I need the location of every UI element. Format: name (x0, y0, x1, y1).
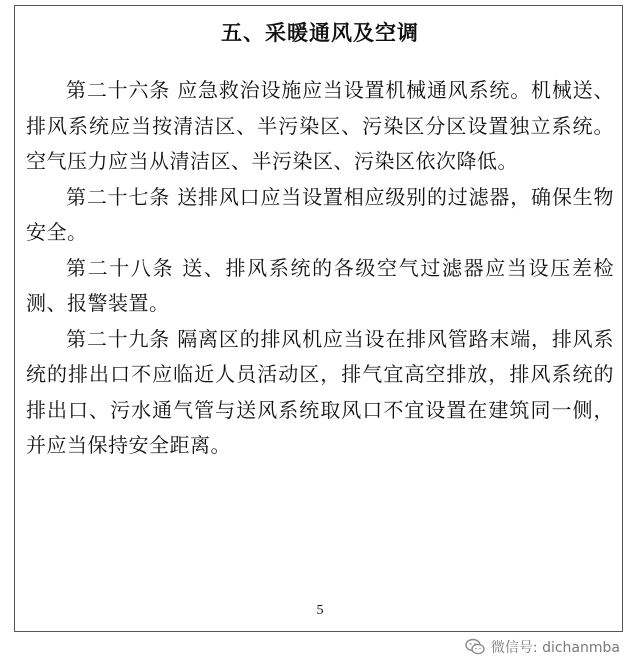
watermark-text: 微信号: dichanmba (490, 640, 620, 656)
article-29-paragraph: 第二十九条 隔离区的排风机应当设在排风管路末端，排风系统的排出口不应临近人员活动区，排气宜高空排放，排风系统的排出口、污水通气管与送风系统取风口不宜设置在建筑同一侧，并应当保持安全距离。 (26, 326, 614, 457)
section-heading: 五、采暖通风及空调 (221, 21, 419, 45)
watermark (465, 634, 620, 660)
article-28-paragraph: 第二十八条 送、排风系统的各级空气过滤器应当设压差检测、报警装置。 (26, 255, 614, 315)
document-body (26, 73, 614, 464)
article-27-paragraph: 第二十七条 送排风口应当设置相应级别的过滤器，确保生物安全。 (26, 184, 614, 244)
wechat-icon (465, 638, 485, 656)
page-number: 5 (316, 603, 324, 618)
article-26-paragraph: 第二十六条 应急救治设施应当设置机械通风系统。机械送、排风系统应当按清洁区、半污染区、污染区分区设置独立系统。空气压力应当从清洁区、半污染区、污染区依次降低。 (26, 78, 614, 173)
